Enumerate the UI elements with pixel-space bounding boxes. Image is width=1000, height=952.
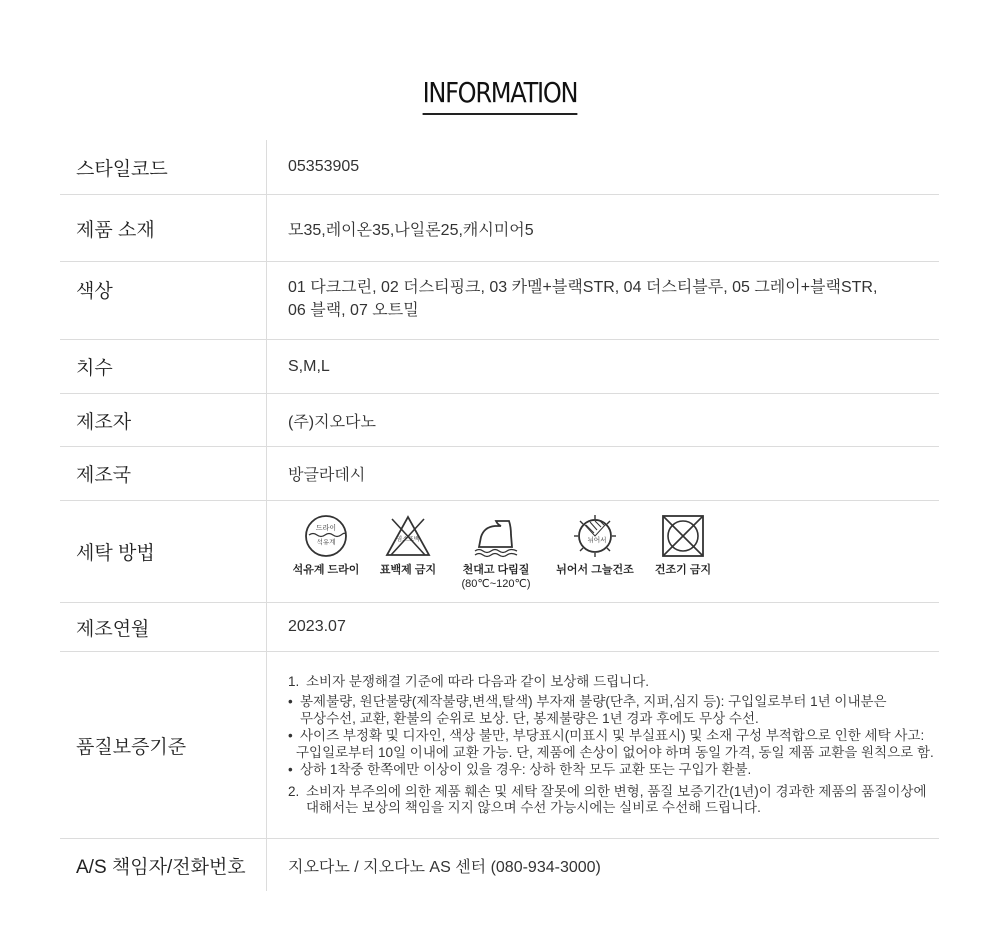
title-wrap bbox=[0, 76, 1000, 115]
bullet-3-line-1: 상하 1착중 한쪽에만 이상이 있을 경우: 상하 한착 모두 교환 또는 구입가 환불. bbox=[300, 762, 752, 777]
dry-clean-icon-text-bottom: 석유계 bbox=[316, 538, 336, 546]
bullet-mark: • bbox=[288, 762, 293, 777]
info-table bbox=[60, 140, 939, 891]
color-label: 색상 bbox=[60, 262, 267, 339]
row-material bbox=[60, 195, 939, 262]
bullet-mark: • bbox=[288, 728, 293, 743]
row-maker bbox=[60, 394, 939, 447]
row-as bbox=[60, 839, 939, 891]
wash-caption-iron: 천대고 다림질 bbox=[462, 564, 530, 576]
no-bleach-icon bbox=[383, 513, 433, 559]
size-value: S,M,L bbox=[288, 357, 330, 375]
row-wash bbox=[60, 501, 939, 603]
date-value: 2023.07 bbox=[288, 618, 346, 635]
quality-item-2-num: 2. bbox=[288, 783, 300, 799]
row-country bbox=[60, 447, 939, 501]
material-label: 제품 소재 bbox=[60, 195, 267, 261]
wash-item-no-tumble bbox=[647, 513, 719, 577]
maker-label: 제조자 bbox=[60, 394, 267, 446]
wash-value bbox=[267, 501, 939, 602]
wash-caption-shade-dry: 뉘어서 그늘건조 bbox=[556, 564, 634, 576]
row-size bbox=[60, 340, 939, 394]
page-title: INFORMATION bbox=[423, 76, 578, 115]
lay-flat-shade-dry-icon bbox=[570, 513, 620, 559]
quality-item-2-line-1: 소비자 부주의에 의한 제품 훼손 및 세탁 잘못에 의한 변형, 품질 보증기간(1년)이 경과한 제품의 품질이상에 bbox=[306, 783, 927, 799]
style-code-label: 스타일코드 bbox=[60, 140, 267, 194]
wash-icon-list bbox=[285, 501, 719, 602]
iron-cloth-icon bbox=[471, 513, 521, 559]
quality-item-1 bbox=[288, 674, 649, 691]
no-bleach-icon-text: 염소표백 bbox=[396, 536, 420, 543]
bullet-1-line-2: 무상수선, 교환, 환불의 순위로 보상. 단, 봉제불량은 1년 경과 후에도 무상 수선. bbox=[300, 710, 759, 726]
as-value: 지오다노 / 지오다노 AS 센터 (080-934-3000) bbox=[288, 858, 601, 876]
quality-bullet-1 bbox=[288, 694, 887, 727]
wash-caption-no-tumble: 건조기 금지 bbox=[654, 564, 712, 576]
quality-bullet-3 bbox=[288, 762, 751, 779]
wash-item-iron bbox=[449, 513, 543, 591]
quality-bullet-2 bbox=[288, 728, 934, 761]
quality-item-2-line-2: 대해서는 보상의 책임을 지지 않으며 수선 가능시에는 실비로 수선해 드립니다. bbox=[306, 800, 761, 815]
wash-sub-iron: (80℃~120℃) bbox=[461, 578, 531, 590]
no-tumble-dry-icon bbox=[660, 513, 706, 559]
wash-caption-no-bleach: 표백제 금지 bbox=[379, 564, 437, 576]
style-code-value: 05353905 bbox=[288, 158, 360, 175]
as-label: A/S 책임자/전화번호 bbox=[60, 839, 267, 891]
row-color bbox=[60, 262, 939, 340]
country-label: 제조국 bbox=[60, 447, 267, 500]
date-label: 제조연월 bbox=[60, 603, 267, 651]
color-line-2: 06 블랙, 07 오트밀 bbox=[288, 302, 419, 319]
wash-item-shade-dry bbox=[543, 513, 647, 577]
row-date bbox=[60, 603, 939, 652]
quality-item-1-num: 1. bbox=[288, 673, 300, 689]
dry-clean-icon-text-top: 드라이 bbox=[315, 524, 337, 532]
bullet-2-line-1: 사이즈 부정확 및 디자인, 색상 불만, 부당표시(미표시 및 부실표시) 및 소재 구성 부적합으로 인한 세탁 사고: bbox=[300, 728, 925, 743]
shade-dry-icon-text: 뉘어서 bbox=[587, 536, 607, 544]
maker-value: (주)지오다노 bbox=[288, 413, 376, 431]
bullet-mark: • bbox=[288, 694, 293, 709]
size-label: 치수 bbox=[60, 340, 267, 393]
wash-item-no-bleach bbox=[367, 513, 449, 577]
dry-clean-petroleum-icon bbox=[303, 513, 349, 559]
quality-value bbox=[267, 652, 939, 838]
color-line-1: 01 다크그린, 02 더스티핑크, 03 카멜+블랙STR, 04 더스티블루, 05 그레이+블랙STR, bbox=[288, 279, 878, 296]
quality-item-1-text: 소비자 분쟁해결 기준에 따라 다음과 같이 보상해 드립니다. bbox=[306, 673, 649, 689]
row-style-code bbox=[60, 140, 939, 195]
bullet-1-line-1: 봉제불량, 원단불량(제작불량,변색,탈색) 부자재 불량(단추, 지퍼,심지 등): 구입일로부터 1년 이내분은 bbox=[300, 694, 887, 709]
wash-label: 세탁 방법 bbox=[60, 501, 267, 602]
bullet-2-line-2: 구입일로부터 10일 이내에 교환 가능. 단, 제품에 손상이 없어야 하며 동일 가격, 동일 제품 교환을 원칙으로 함. bbox=[296, 744, 934, 760]
row-quality bbox=[60, 652, 939, 839]
quality-label: 품질보증기준 bbox=[60, 652, 267, 838]
wash-item-dry-clean bbox=[285, 513, 367, 577]
color-value bbox=[267, 262, 939, 339]
quality-item-2 bbox=[288, 784, 926, 801]
country-value: 방글라데시 bbox=[288, 467, 366, 484]
wash-caption-dry-clean: 석유계 드라이 bbox=[292, 564, 360, 576]
material-value: 모35,레이온35,나일론25,캐시미어5 bbox=[288, 221, 534, 239]
